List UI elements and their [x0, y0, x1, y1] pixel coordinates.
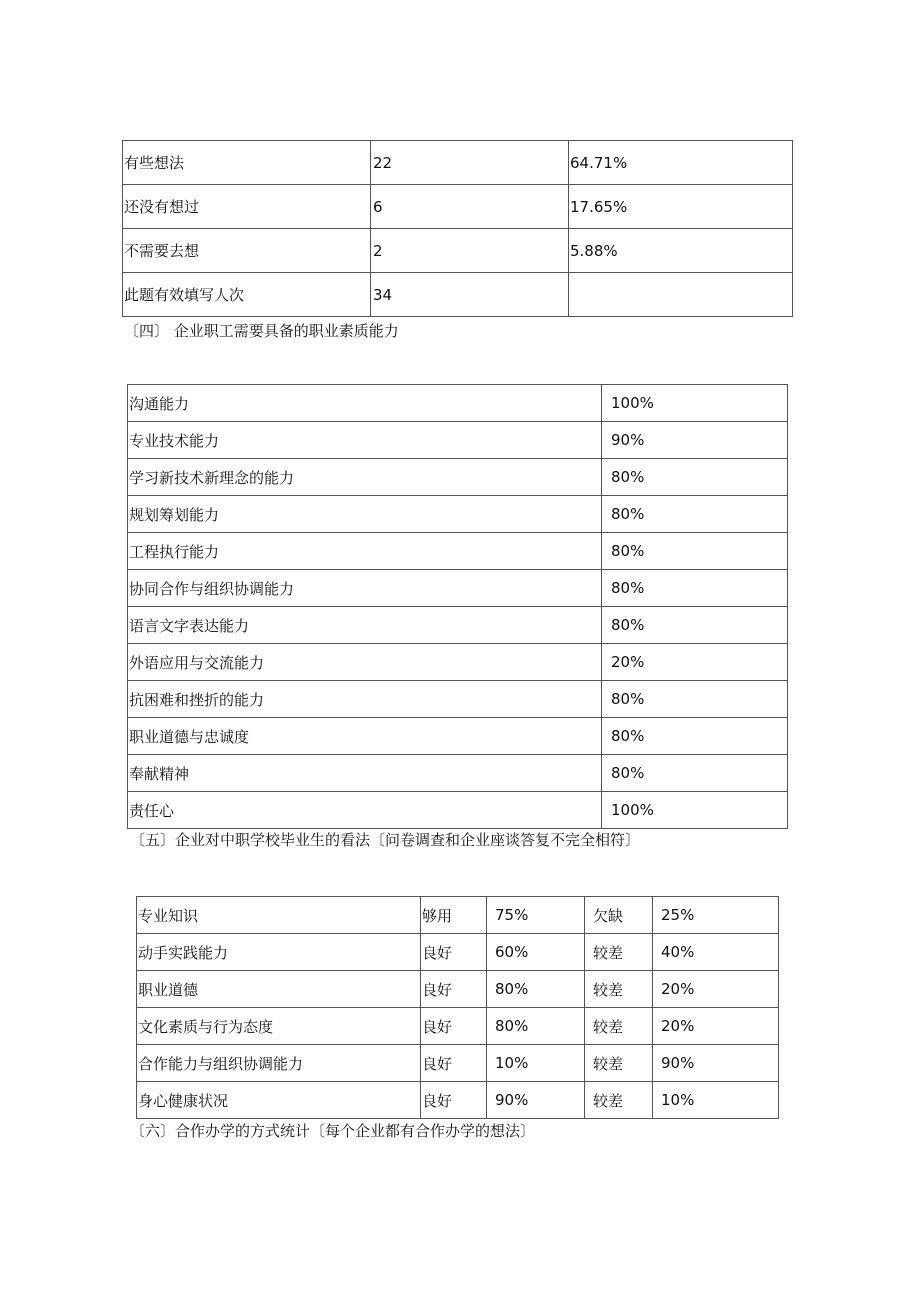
table-row: [128, 422, 788, 459]
positive-percent: 80%: [487, 971, 585, 1008]
row-percent: [569, 273, 793, 317]
negative-label: 较差: [585, 1008, 653, 1045]
positive-label: 良好: [421, 971, 487, 1008]
table-row: [137, 971, 779, 1008]
table-row: [128, 644, 788, 681]
section-heading-5: 〔五〕企业对中职学校毕业生的看法〔问卷调查和企业座谈答复不完全相符〕: [130, 831, 641, 849]
negative-label: 较差: [585, 971, 653, 1008]
competency-name: 沟通能力: [128, 385, 602, 422]
table-row: [128, 681, 788, 718]
positive-label: 良好: [421, 1082, 487, 1119]
competency-name: 协同合作与组织协调能力: [128, 570, 602, 607]
competency-percent: 80%: [602, 496, 788, 533]
row-count: 22: [371, 141, 569, 185]
aspect-name: 专业知识: [137, 897, 421, 934]
negative-percent: 20%: [653, 1008, 779, 1045]
competency-name: 专业技术能力: [128, 422, 602, 459]
table-row: [137, 1082, 779, 1119]
row-percent: 5.88%: [569, 229, 793, 273]
row-count: 6: [371, 185, 569, 229]
competency-percent: 80%: [602, 755, 788, 792]
competency-name: 学习新技术新理念的能力: [128, 459, 602, 496]
competency-percent: 80%: [602, 459, 788, 496]
table-row: [123, 229, 793, 273]
row-percent: 64.71%: [569, 141, 793, 185]
competency-body: [128, 385, 788, 829]
positive-label: 良好: [421, 934, 487, 971]
aspect-name: 身心健康状况: [137, 1082, 421, 1119]
competency-percent: 90%: [602, 422, 788, 459]
aspect-name: 动手实践能力: [137, 934, 421, 971]
graduate-evaluation-body: [137, 897, 779, 1119]
competency-percent: 80%: [602, 607, 788, 644]
negative-label: 较差: [585, 1082, 653, 1119]
table-row: [128, 718, 788, 755]
competency-percent: 100%: [602, 792, 788, 829]
row-percent: 17.65%: [569, 185, 793, 229]
survey-thoughts-body: [123, 141, 793, 317]
aspect-name: 文化素质与行为态度: [137, 1008, 421, 1045]
competency-table: [127, 384, 788, 829]
row-label: 此题有效填写人次: [123, 273, 371, 317]
positive-percent: 75%: [487, 897, 585, 934]
competency-name: 工程执行能力: [128, 533, 602, 570]
competency-name: 奉献精神: [128, 755, 602, 792]
table-row: [128, 459, 788, 496]
table-row: [128, 385, 788, 422]
aspect-name: 职业道德: [137, 971, 421, 1008]
positive-percent: 90%: [487, 1082, 585, 1119]
competency-name: 语言文字表达能力: [128, 607, 602, 644]
table-row: [128, 792, 788, 829]
table-row: [128, 755, 788, 792]
negative-percent: 40%: [653, 934, 779, 971]
positive-label: 良好: [421, 1008, 487, 1045]
positive-percent: 10%: [487, 1045, 585, 1082]
negative-percent: 90%: [653, 1045, 779, 1082]
positive-percent: 80%: [487, 1008, 585, 1045]
table-row: [137, 897, 779, 934]
competency-name: 职业道德与忠诚度: [128, 718, 602, 755]
section-heading-4: 〔四〕 企业职工需要具备的职业素质能力: [124, 322, 399, 340]
table-row: [128, 496, 788, 533]
table-row: [128, 533, 788, 570]
competency-percent: 80%: [602, 533, 788, 570]
row-count: 34: [371, 273, 569, 317]
graduate-evaluation-table: [136, 896, 779, 1119]
negative-percent: 20%: [653, 971, 779, 1008]
row-label: 有些想法: [123, 141, 371, 185]
table-row: [128, 570, 788, 607]
table-row: [137, 934, 779, 971]
aspect-name: 合作能力与组织协调能力: [137, 1045, 421, 1082]
positive-label: 良好: [421, 1045, 487, 1082]
section-heading-6: 〔六〕合作办学的方式统计〔每个企业都有合作办学的想法〕: [130, 1122, 536, 1140]
competency-percent: 100%: [602, 385, 788, 422]
competency-percent: 80%: [602, 718, 788, 755]
table-row: [123, 141, 793, 185]
row-count: 2: [371, 229, 569, 273]
table-row: [123, 273, 793, 317]
table-row: [137, 1045, 779, 1082]
positive-percent: 60%: [487, 934, 585, 971]
row-label: 还没有想过: [123, 185, 371, 229]
competency-name: 责任心: [128, 792, 602, 829]
table-row: [137, 1008, 779, 1045]
table-row: [123, 185, 793, 229]
negative-label: 较差: [585, 934, 653, 971]
competency-name: 外语应用与交流能力: [128, 644, 602, 681]
negative-percent: 10%: [653, 1082, 779, 1119]
negative-label: 较差: [585, 1045, 653, 1082]
competency-name: 抗困难和挫折的能力: [128, 681, 602, 718]
competency-percent: 80%: [602, 681, 788, 718]
table-row: [128, 607, 788, 644]
negative-percent: 25%: [653, 897, 779, 934]
survey-thoughts-table: [122, 140, 793, 317]
negative-label: 欠缺: [585, 897, 653, 934]
competency-name: 规划筹划能力: [128, 496, 602, 533]
row-label: 不需要去想: [123, 229, 371, 273]
competency-percent: 20%: [602, 644, 788, 681]
positive-label: 够用: [421, 897, 487, 934]
competency-percent: 80%: [602, 570, 788, 607]
